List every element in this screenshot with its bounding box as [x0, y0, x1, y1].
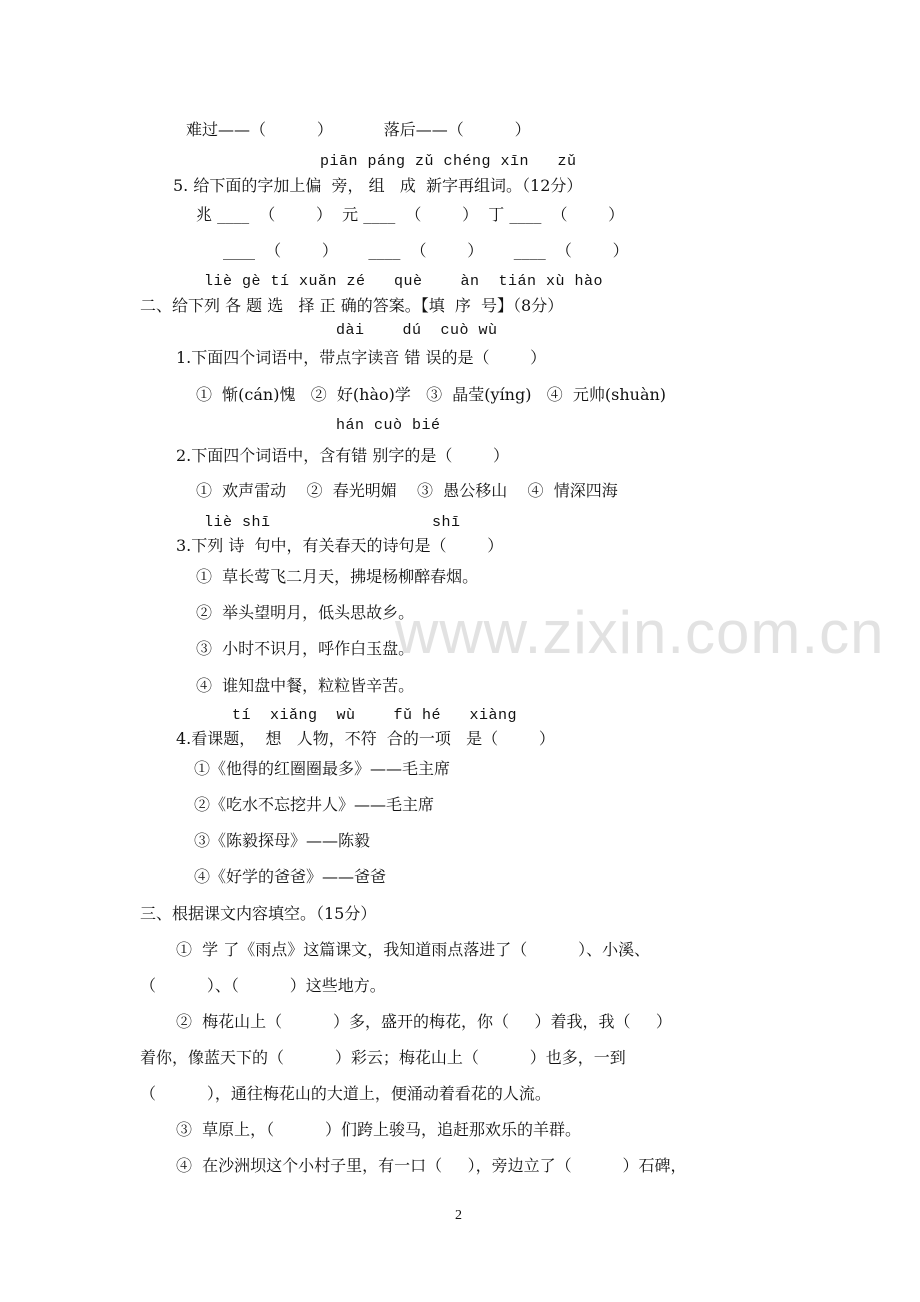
q2-4-option-2: ②《吃水不忘挖井人》——毛主席: [194, 795, 435, 814]
q2-1-question: 1.下面四个词语中，带点字读音 错 误的是（ ）: [176, 348, 547, 367]
q5-pinyin: piān páng zǔ chéng xīn zǔ: [320, 153, 577, 170]
section-3-title: 三、根据课文内容填空。（15分）: [140, 904, 377, 923]
q2-4-pinyin: tí xiǎng wù fǔ hé xiàng: [232, 707, 518, 724]
q5-row-2: ____ （ ） ____ （ ） ____ （ ）: [223, 241, 629, 260]
q2-3-pinyin: liè shī shī: [204, 514, 461, 531]
q2-4-question: 4.看课题， 想 人物，不符 合的一项 是（ ）: [176, 729, 555, 748]
sec3-line-3: ② 梅花山上（ ）多，盛开的梅花，你（ ）着我，我（ ）: [176, 1012, 672, 1031]
q4-tail-line: 难过——（ ） 落后——（ ）: [186, 120, 531, 139]
sec2-title-pinyin: liè gè tí xuǎn zé què àn tián xù hào: [204, 273, 604, 290]
q2-1-options: ① 惭(cán)愧 ② 好(hào)学 ③ 晶莹(yíng) ④ 元帅(shuàn): [196, 385, 667, 404]
q2-4-option-3: ③《陈毅探母》——陈毅: [194, 831, 371, 850]
q2-2-question: 2.下面四个词语中，含有错 别字的是（ ）: [176, 446, 510, 465]
q2-3-option-1: ① 草长莺飞二月天，拂堤杨柳醉春烟。: [196, 567, 479, 586]
q2-3-option-2: ② 举头望明月，低头思故乡。: [196, 603, 415, 622]
sec3-line-1: ① 学 了《雨点》这篇课文，我知道雨点落进了（ ）、小溪、: [176, 940, 651, 959]
q2-1-pinyin: dài dú cuò wù: [336, 322, 498, 339]
watermark: www.zixin.com.cn: [395, 599, 885, 666]
page-number: 2: [455, 1208, 462, 1223]
sec3-line-7: ④ 在沙洲坝这个小村子里，有一口（ ），旁边立了（ ）石碑，: [176, 1156, 687, 1175]
q5-row-1: 兆 ____ （ ） 元 ____ （ ） 丁 ____ （ ）: [196, 205, 625, 224]
q2-3-question: 3.下列 诗 句中，有关春天的诗句是（ ）: [176, 536, 504, 555]
q5-question: 5. 给下面的字加上偏 旁， 组 成 新字再组词。（12分）: [173, 176, 583, 195]
q2-2-pinyin: hán cuò bié: [336, 417, 441, 434]
q2-2-options: ① 欢声雷动 ② 春光明媚 ③ 愚公移山 ④ 情深四海: [196, 481, 618, 500]
q2-3-option-4: ④ 谁知盘中餐，粒粒皆辛苦。: [196, 676, 415, 695]
q2-4-option-1: ①《他得的红圈圈最多》——毛主席: [194, 759, 451, 778]
sec3-line-2: （ ）、（ ）这些地方。: [140, 976, 386, 995]
q2-4-option-4: ④《好学的爸爸》——爸爸: [194, 867, 387, 886]
sec3-line-6: ③ 草原上，（ ）们跨上骏马，追赶那欢乐的羊群。: [176, 1120, 582, 1139]
sec3-line-5: （ ），通往梅花山的大道上，便涌动着看花的人流。: [140, 1084, 551, 1103]
section-2-title: 二、给下列 各 题 选 择 正 确的答案。【填 序 号】（8分）: [140, 296, 564, 315]
q2-3-option-3: ③ 小时不识月，呼作白玉盘。: [196, 639, 415, 658]
sec3-line-4: 着你，像蓝天下的（ ）彩云；梅花山上（ ）也多，一到: [140, 1048, 626, 1067]
